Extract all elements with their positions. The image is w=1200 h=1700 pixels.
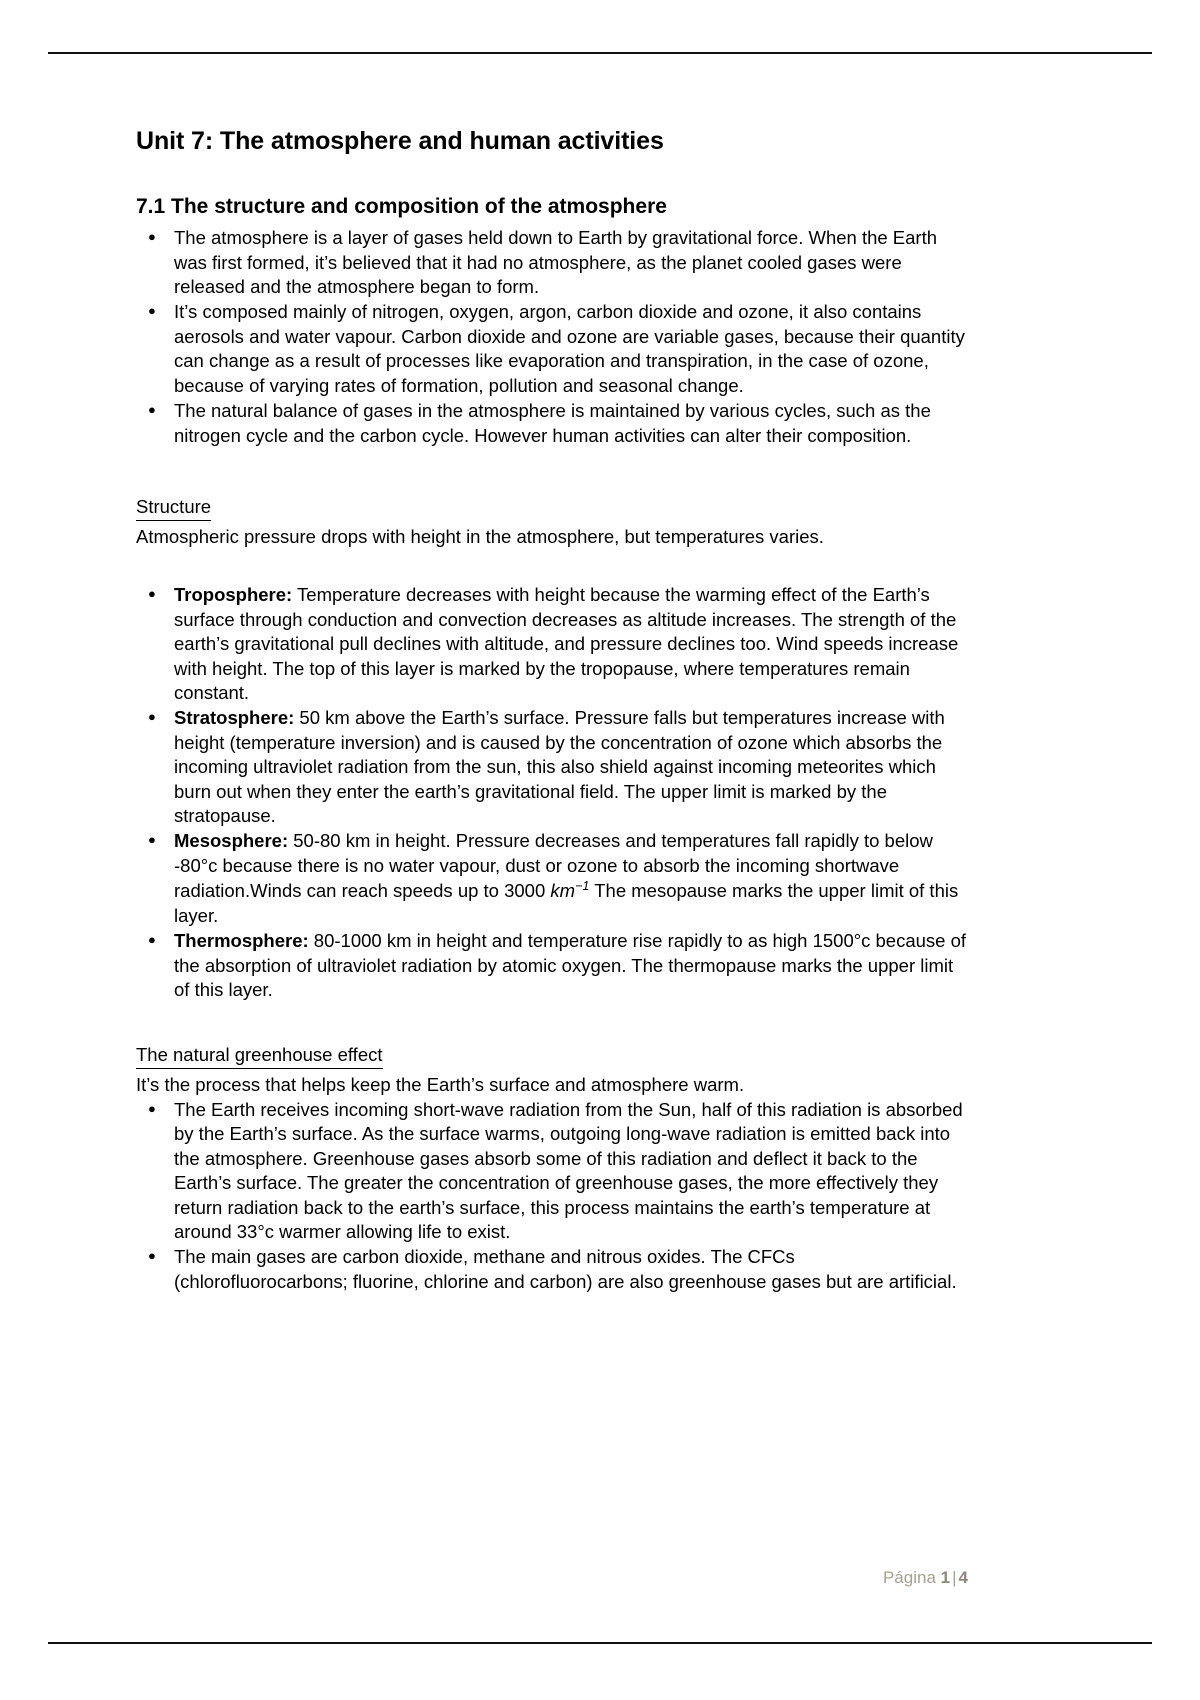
footer-total-pages: 4 <box>958 1568 968 1587</box>
atmosphere-layers-list <box>136 583 968 1002</box>
layer-text-after-unit: The mesopause marks the upper limit of this layer. <box>174 880 959 926</box>
layer-text: 80-1000 km in height and temperature rise rapidly to as high 1500°c because of the absorption of ultraviolet radiation by atomic oxygen. The thermopause marks the upper limit of this layer. <box>174 930 967 1001</box>
layer-label: Troposphere: <box>174 584 293 606</box>
page-title: Unit 7: The atmosphere and human activities <box>136 127 664 155</box>
footer-current-page: 1 <box>940 1568 951 1587</box>
spacer <box>136 449 968 495</box>
spacer <box>136 1003 968 1043</box>
header-rule <box>48 52 1152 54</box>
page-footer <box>883 1568 968 1588</box>
footer-rule <box>48 1642 1152 1644</box>
document-body <box>136 126 968 1295</box>
spacer <box>136 549 968 583</box>
layer-text: Temperature decreases with height because the warming effect of the Earth’s surface through conduction and convection decreases as altitude increases. The strength of the earth’s gravitational pull declines with altitude, and pressure declines too. Wind speeds increase with height. The top of this layer is marked by the tropopause, where temperatures remain constant. <box>174 584 959 703</box>
layer-label: Mesosphere: <box>174 830 289 852</box>
greenhouse-heading-wrap <box>136 1043 968 1070</box>
layer-label: Thermosphere: <box>174 930 309 952</box>
list-item: ● The natural balance of gases in the atmosphere is maintained by various cycles, such as the nitrogen cycle and the carbon cycle. However human activities can alter their composition. <box>136 399 968 448</box>
structure-heading: Structure <box>136 495 211 521</box>
wind-speed-unit: km <box>550 880 576 902</box>
layer-label: Stratosphere: <box>174 707 295 729</box>
list-item-mesosphere <box>136 829 968 928</box>
greenhouse-heading: The natural greenhouse effect <box>136 1043 383 1069</box>
greenhouse-bullet-list <box>136 1098 968 1294</box>
section-7-1-bullet-list <box>136 226 968 448</box>
list-item: ● The atmosphere is a layer of gases held down to Earth by gravitational force. When the Earth was first formed, it’s believed that it had no atmosphere, as the planet cooled gases were released and the atmosphere began to form. <box>136 226 968 299</box>
layer-text: 50 km above the Earth’s surface. Pressure falls but temperatures increase with height (temperature inversion) and is caused by the concentration of ozone which absorbs the incoming ultraviolet radiation from the sun, this also shield against incoming meteorites which burn out when they enter the earth’s gravitational field. The upper limit is marked by the stratopause. <box>174 707 945 827</box>
layer-text-before-unit: 50-80 km in height. Pressure decreases and temperatures fall rapidly to below -80°c because there is no water vapour, dust or ozone to absorb the incoming shortwave radiation.Winds can reach speeds up to 3000 <box>174 830 933 902</box>
structure-lead-text: Atmospheric pressure drops with height in the atmosphere, but temperatures varies. <box>136 525 824 547</box>
list-item-stratosphere <box>136 706 968 828</box>
greenhouse-lead-text: It’s the process that helps keep the Earth’s surface and atmosphere warm. <box>136 1074 745 1096</box>
footer-prefix: Página <box>882 1568 936 1587</box>
footer-separator: | <box>952 1568 957 1587</box>
list-item: ● The main gases are carbon dioxide, methane and nitrous oxides. The CFCs (chlorofluorocarbons; fluorine, chlorine and carbon) are also greenhouse gases but are artificial. <box>136 1245 968 1294</box>
structure-heading-wrap <box>136 495 968 522</box>
list-item-thermosphere <box>136 929 968 1002</box>
wind-speed-unit-exponent: −1 <box>575 879 590 894</box>
list-item: ● The Earth receives incoming short-wave radiation from the Sun, half of this radiation is absorbed by the Earth’s surface. As the surface warms, outgoing long-wave radiation is emitted back into the atmosphere. Greenhouse gases absorb some of this radiation and deflect it back to the Earth’s surface. The greater the concentration of greenhouse gases, the more effectively they return radiation back to the earth’s surface, this process maintains the earth’s temperature at around 33°c warmer allowing life to exist. <box>136 1098 968 1244</box>
list-item-troposphere <box>136 583 968 705</box>
section-heading-7-1: 7.1 The structure and composition of the atmosphere <box>136 195 667 218</box>
list-item: ● It’s composed mainly of nitrogen, oxygen, argon, carbon dioxide and ozone, it also contains aerosols and water vapour. Carbon dioxide and ozone are variable gases, because their quantity can change as a result of processes like evaporation and transpiration, in the case of ozone, because of varying rates of formation, pollution and seasonal change. <box>136 300 968 398</box>
